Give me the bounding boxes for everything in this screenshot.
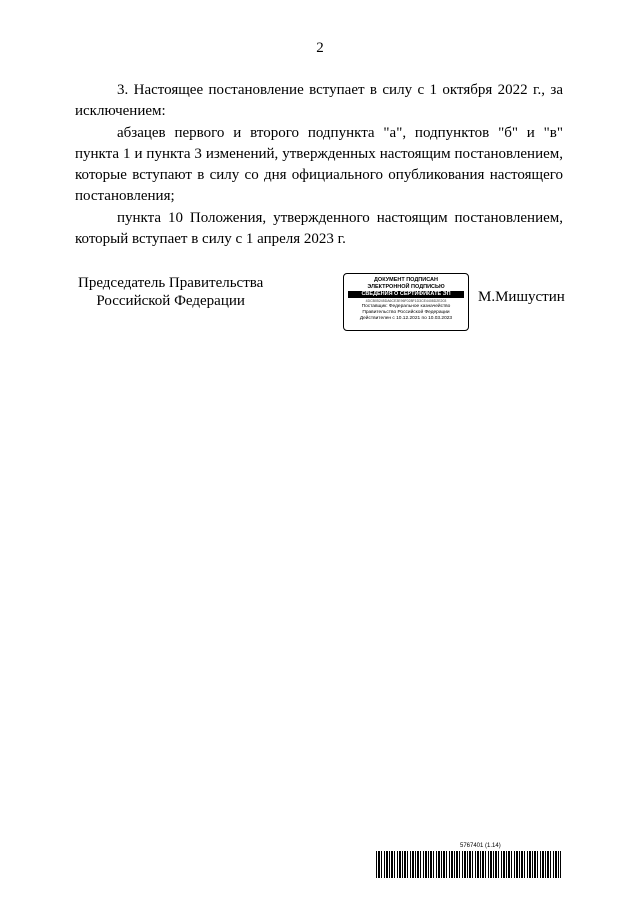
signer-title-line2: Российской Федерации: [96, 293, 245, 309]
stamp-issuer: Поставщик: Федеральное казначейство: [361, 304, 451, 309]
signer-title: [78, 274, 263, 310]
paragraph-exception-1: абзацев первого и второго подпункта "а", подпунктов "б" и "в" пункта 1 и пункта 3 изменений, утвержденных настоящим постановлением, которые вступают в силу со дня официального опубликования настоящего постановления;: [75, 124, 563, 205]
paragraph-effective-date: 3. Настоящее постановление вступает в силу с 1 октября 2022 г., за исключением:: [75, 82, 563, 120]
stamp-serial: 4DCB05245DA6CE3E96F028F1D3CE4408D2E203: [365, 299, 447, 303]
paragraph-exception-2: пункта 10 Положения, утвержденного настоящим постановлением, который вступает в силу с 1 апреля 2023 г.: [75, 209, 563, 248]
stamp-validity: Действителен с 10.12.2021 по 10.03.2023: [359, 316, 453, 322]
barcode: [376, 851, 561, 878]
stamp-line2: ЭЛЕКТРОННОЙ ПОДПИСЬЮ: [367, 284, 445, 290]
document-body: [75, 80, 563, 250]
page-number: 2: [316, 40, 324, 56]
stamp-band: СВЕДЕНИЯ О СЕРТИФИКАТЕ ЭП: [348, 291, 464, 298]
document-code: 5767401 (1.14): [460, 843, 501, 849]
stamp-owner: Правительство Российской Федерации: [362, 310, 450, 316]
stamp-line1: ДОКУМЕНТ ПОДПИСАН: [374, 277, 438, 283]
signer-name: М.Мишустин: [478, 289, 565, 305]
electronic-signature-stamp: [343, 273, 469, 331]
signer-title-line1: Председатель Правительства: [78, 275, 264, 291]
